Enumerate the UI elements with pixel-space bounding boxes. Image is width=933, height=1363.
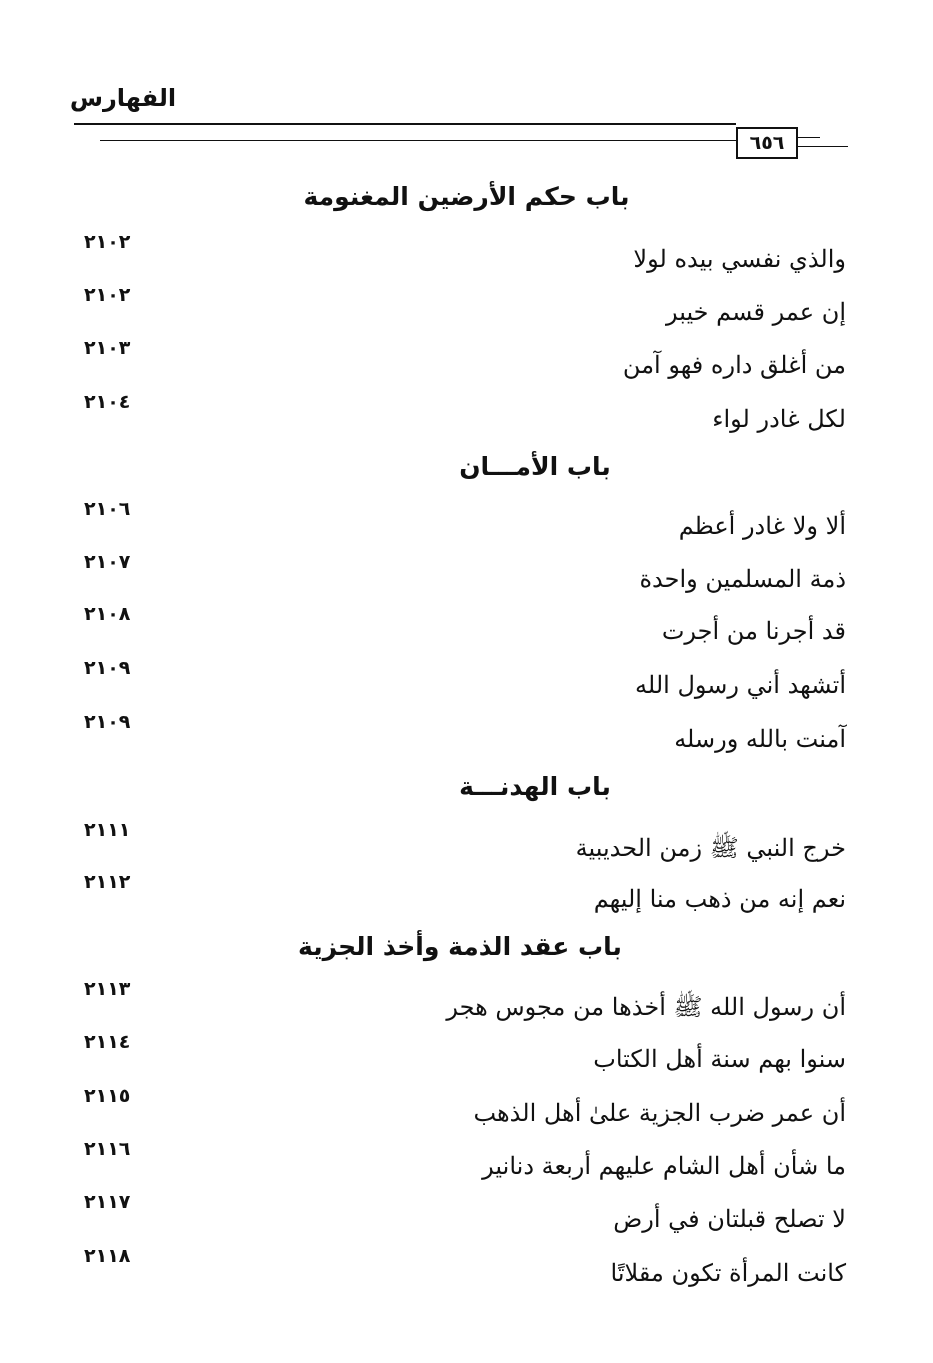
index-entry <box>70 819 846 877</box>
section-heading: باب حكم الأرضين المغنومة <box>303 182 630 211</box>
entry-page-number: ٢١٠٦ <box>84 498 131 520</box>
entry-text: إن عمر قسم خيبر <box>665 298 846 326</box>
index-entry <box>70 871 846 929</box>
section-heading: باب عقد الذمة وأخذ الجزية <box>298 932 622 961</box>
index-entry <box>70 337 846 395</box>
entry-text: نعم إنه من ذهب منا إليهم <box>593 885 846 913</box>
entry-page-number: ٢١٠٢ <box>84 284 131 306</box>
entry-text: سنوا بهم سنة أهل الكتاب <box>593 1045 846 1073</box>
page-number-box: ٦٥٦ <box>736 127 798 159</box>
entry-page-number: ٢١١٧ <box>84 1191 131 1213</box>
entry-text: أن رسول الله ﷺ أخذها من مجوس هجر <box>446 993 846 1021</box>
entry-page-number: ٢١١٨ <box>84 1245 131 1267</box>
index-entry <box>70 284 846 342</box>
index-entry <box>70 231 846 289</box>
section-heading: باب الأمـــان <box>459 452 611 481</box>
entry-page-number: ٢١١١ <box>84 819 131 841</box>
header-rule-bottom <box>100 140 736 141</box>
index-entry <box>70 1085 846 1143</box>
entry-page-number: ٢١١٤ <box>84 1031 131 1053</box>
entry-text: أتشهد أني رسول الله <box>635 671 846 699</box>
entry-page-number: ٢١١٥ <box>84 1085 131 1107</box>
index-entry <box>70 657 846 715</box>
entry-text: ما شأن أهل الشام عليهم أربعة دنانير <box>482 1152 846 1180</box>
entry-text: قد أجرنا من أجرت <box>661 617 846 645</box>
entry-page-number: ٢١٠٣ <box>84 337 131 359</box>
entry-text: والذي نفسي بيده لولا <box>633 245 846 273</box>
entry-text: ذمة المسلمين واحدة <box>639 565 846 593</box>
index-entry <box>70 391 846 449</box>
index-entry <box>70 1191 846 1249</box>
index-entry <box>70 551 846 609</box>
index-entry <box>70 1138 846 1196</box>
entry-page-number: ٢١٠٤ <box>84 391 131 413</box>
entry-page-number: ٢١٠٨ <box>84 603 131 625</box>
entry-text: آمنت بالله ورسله <box>674 725 846 753</box>
header-rule-tail-bottom <box>798 146 848 147</box>
index-entry <box>70 978 846 1036</box>
entry-page-number: ٢١١٢ <box>84 871 131 893</box>
entry-page-number: ٢١٠٩ <box>84 711 131 733</box>
entry-text: أن عمر ضرب الجزية علىٰ أهل الذهب <box>473 1099 846 1127</box>
entry-text: لا تصلح قبلتان في أرض <box>613 1205 846 1233</box>
entry-text: كانت المرأة تكون مقلاتًا <box>610 1259 846 1287</box>
index-entry <box>70 1245 846 1303</box>
index-entry <box>70 1031 846 1089</box>
entry-text: ألا ولا غادر أعظم <box>678 512 846 540</box>
header-rule-top <box>74 123 736 125</box>
entry-text: خرج النبي ﷺ زمن الحديبية <box>575 834 846 862</box>
entry-page-number: ٢١١٦ <box>84 1138 131 1160</box>
section-heading: باب الهدنـــة <box>459 772 611 801</box>
entry-text: من أغلق داره فهو آمن <box>622 351 846 379</box>
index-entry <box>70 498 846 556</box>
entry-page-number: ٢١٠٧ <box>84 551 131 573</box>
entry-page-number: ٢١٠٩ <box>84 657 131 679</box>
header-rule-tail-top <box>798 137 820 138</box>
index-entry <box>70 603 846 661</box>
entry-text: لكل غادر لواء <box>712 405 846 433</box>
index-entry <box>70 711 846 769</box>
running-header-title: الفهارس <box>69 84 177 112</box>
entry-page-number: ٢١٠٢ <box>84 231 131 253</box>
entry-page-number: ٢١١٣ <box>84 978 131 1000</box>
